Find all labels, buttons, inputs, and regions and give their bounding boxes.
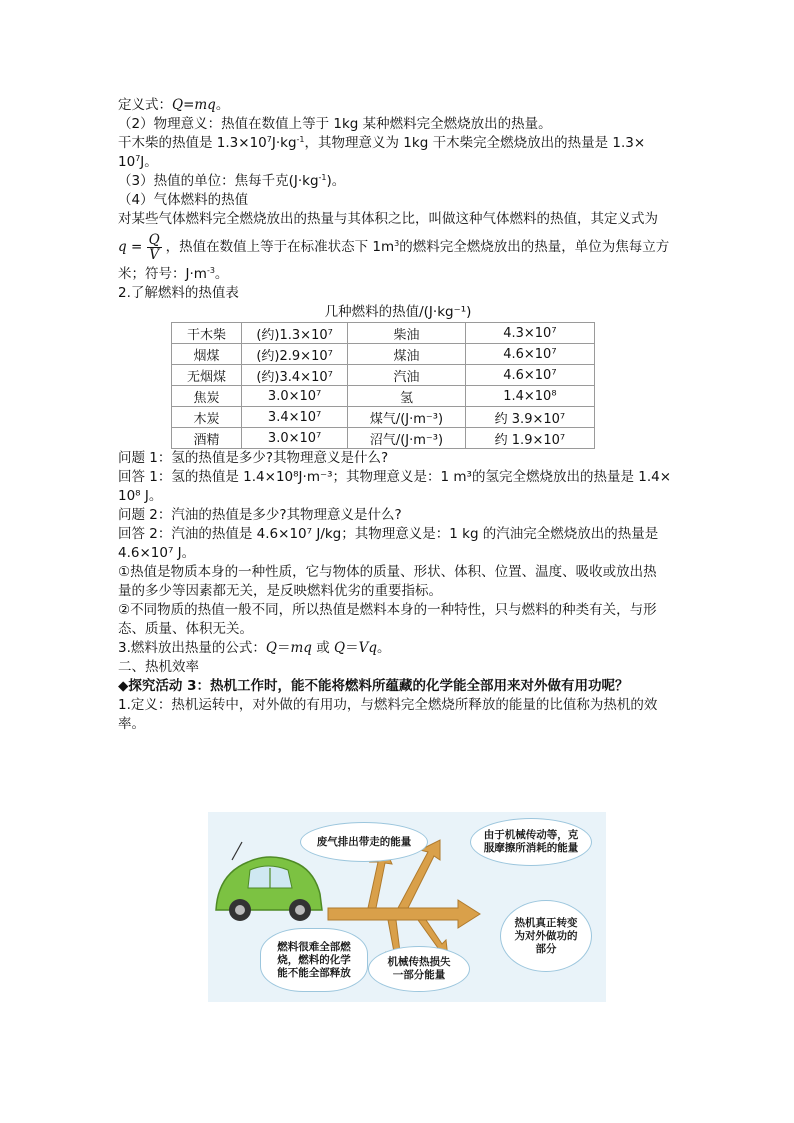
table-row	[172, 344, 595, 365]
fuel-name-cell: 煤气/(J·m⁻³)	[348, 407, 466, 428]
text: 。	[215, 97, 230, 113]
formula-q: q	[118, 239, 127, 255]
section-2-heading: 2.了解燃料的热值表	[118, 285, 239, 301]
fuel-name-cell: 干木柴	[172, 323, 242, 344]
table-row	[172, 365, 595, 386]
text: J·kg	[271, 135, 297, 151]
heat-value-cell: 3.0×10⁷	[242, 386, 348, 407]
text: 。	[377, 640, 391, 656]
heat-value-cell: 4.6×10⁷	[465, 365, 594, 386]
equals: =	[126, 239, 147, 255]
text: 3.燃料放出热量的公式：	[118, 640, 266, 656]
fuel-name-cell: 汽油	[348, 365, 466, 386]
text: ＝	[276, 640, 291, 656]
text: 定义式：	[118, 97, 172, 113]
useful-work-bubble: 热机真正转变为对外做功的部分	[500, 900, 592, 972]
table-row	[172, 323, 595, 344]
text: J。	[140, 154, 158, 170]
formula: Q=mq	[172, 97, 216, 113]
formula: Q	[334, 640, 346, 656]
formula: Q	[265, 640, 277, 656]
answer-1-line2: 10⁸ J。	[118, 488, 163, 504]
text: 。	[214, 266, 229, 282]
fraction	[147, 233, 162, 262]
formula: mq	[290, 640, 312, 656]
fuel-name-cell: 木炭	[172, 407, 242, 428]
heat-engine-energy-figure	[208, 812, 606, 1002]
text: 或	[311, 640, 335, 656]
answer-2-line2: 4.6×10⁷ J。	[118, 545, 196, 561]
heat-value-cell: 4.3×10⁷	[465, 323, 594, 344]
text: 米；符号：J·m	[118, 266, 207, 282]
exponent: -1	[296, 135, 305, 144]
gas-heading: （4）气体燃料的热值	[118, 192, 249, 208]
efficiency-definition-line2: 率。	[118, 716, 145, 732]
friction-loss-bubble: 由于机械传动等，克服摩擦所消耗的能量	[470, 818, 592, 866]
efficiency-definition-line1: 1.定义：热机运转中，对外做的有用功，与燃料完全燃烧所释放的能量的比值称为热机的效	[118, 697, 658, 713]
exhaust-loss-bubble: 废气排出带走的能量	[300, 822, 428, 862]
note-1-line2: 量的多少等因素都无关，是反映燃料优劣的重要指标。	[118, 583, 442, 599]
wood-example-line1	[118, 134, 678, 153]
wood-example-line2	[118, 153, 678, 172]
fuel-name-cell: 煤油	[348, 344, 466, 365]
denominator: V	[149, 246, 159, 263]
physical-meaning: （2）物理意义：热值在数值上等于 1kg 某种燃料完全燃烧放出的热量。	[118, 116, 552, 132]
heat-value-cell: 3.4×10⁷	[242, 407, 348, 428]
exponent: 7	[266, 135, 272, 144]
car-icon	[216, 842, 322, 921]
note-2-line1: ②不同物质的热值一般不同，所以热值是燃料本身的一种特性，只与燃料的种类有关，与形	[118, 602, 657, 618]
exponent: 7	[135, 154, 141, 163]
activity-3	[118, 677, 678, 696]
heat-value-cell: 3.0×10⁷	[242, 428, 348, 449]
text: ＝	[345, 640, 359, 656]
question-1: 问题 1：氢的热值是多少?其物理意义是什么?	[118, 450, 389, 466]
fuel-name-cell: 焦炭	[172, 386, 242, 407]
text: ，热值在数值上等于在标准状态下 1m	[165, 239, 395, 255]
incomplete-combustion-bubble: 燃料很难全部燃烧，燃料的化学能不能全部释放	[260, 928, 368, 992]
numerator: Q	[148, 231, 160, 248]
heat-value-cell: 约 3.9×10⁷	[465, 407, 594, 428]
gas-unit	[118, 265, 678, 284]
exponent: 3	[394, 239, 400, 248]
heat-transfer-loss-bubble: 机械传热损失一部分能量	[368, 946, 470, 992]
gas-formula-line	[118, 229, 678, 265]
table-row	[172, 407, 595, 428]
fuel-name-cell: 沼气/(J·m⁻³)	[348, 428, 466, 449]
answer-1-line1: 回答 1：氢的热值是 1.4×10⁸J·m⁻³；其物理意义是：1 m³的氢完全燃烧放出的热量是 1.4×	[118, 469, 672, 485]
activity-label: ◆探究活动 3	[118, 678, 197, 694]
table-row	[172, 428, 595, 449]
fuel-name-cell: 无烟煤	[172, 365, 242, 386]
text: 干木柴的热值是 1.3×10	[118, 135, 267, 151]
fuel-name-cell: 烟煤	[172, 344, 242, 365]
heat-value-cell: (约)3.4×10⁷	[242, 365, 348, 386]
unit-line	[118, 172, 678, 191]
formula: Vq	[358, 640, 377, 656]
heat-formula-line	[118, 639, 678, 658]
heat-value-cell: 1.4×10⁸	[465, 386, 594, 407]
text: ，其物理意义为 1kg 干木柴完全燃烧放出的热量是 1.3×	[304, 135, 646, 151]
heat-value-cell: 4.6×10⁷	[465, 344, 594, 365]
note-1-line1: ①热值是物质本身的一种性质，它与物体的质量、形状、体积、位置、温度、吸收或放出热	[118, 564, 657, 580]
question-2: 问题 2：汽油的热值是多少?其物理意义是什么?	[118, 507, 402, 523]
section-heading-efficiency: 二、热机效率	[118, 659, 199, 675]
text: 10	[118, 154, 136, 170]
gas-definition: 对某些气体燃料完全燃烧放出的热量与其体积之比，叫做这种气体燃料的热值，其定义式为	[118, 211, 658, 227]
text: )。	[326, 173, 346, 189]
fuel-name-cell: 酒精	[172, 428, 242, 449]
table-caption: 几种燃料的热值/(J·kg⁻¹)	[324, 304, 472, 320]
fuel-heat-value-table	[171, 322, 595, 449]
definition-line	[118, 96, 678, 115]
answer-2-line1: 回答 2：汽油的热值是 4.6×10⁷ J/kg；其物理意义是：1 kg 的汽油完全燃烧放出的热量是	[118, 526, 659, 542]
document-page	[118, 96, 678, 734]
fuel-name-cell: 柴油	[348, 323, 466, 344]
heat-value-cell: 约 1.9×10⁷	[465, 428, 594, 449]
exponent: -3	[206, 266, 215, 275]
heat-value-cell: (约)1.3×10⁷	[242, 323, 348, 344]
text: （3）热值的单位：焦每千克(J·kg	[118, 173, 319, 189]
heat-value-cell: (约)2.9×10⁷	[242, 344, 348, 365]
note-2-line2: 态、质量、体积无关。	[118, 621, 253, 637]
exponent: -1	[318, 173, 327, 182]
table-row	[172, 386, 595, 407]
activity-text: ：热机工作时，能不能将燃料所蕴藏的化学能全部用来对外做有用功呢？	[196, 678, 629, 694]
fuel-name-cell: 氢	[348, 386, 466, 407]
text: 的燃料完全燃烧放出的热量，单位为焦每立方	[399, 239, 670, 255]
